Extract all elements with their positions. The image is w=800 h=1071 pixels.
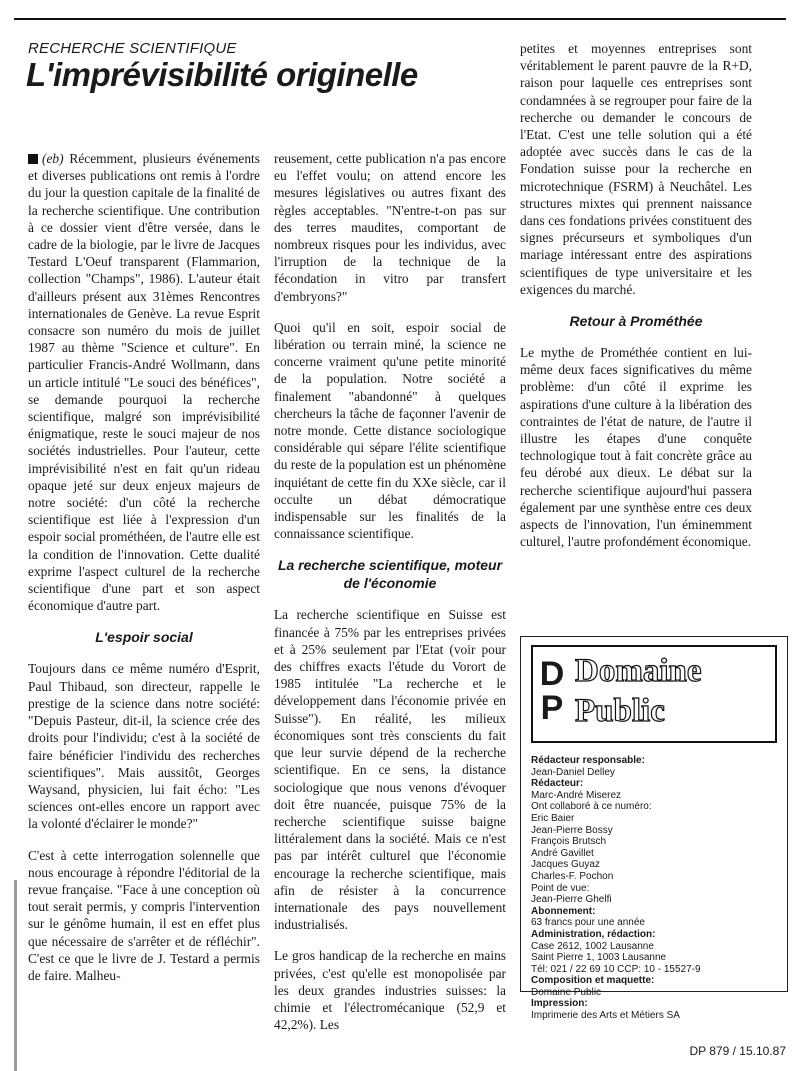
credit-value: Jean-Pierre Ghelfi	[531, 894, 612, 906]
bullet-square-icon	[28, 154, 38, 164]
paragraph-text: Toujours dans ce même numéro d'Esprit, Paul Thibaud, son directeur, rappelle le prestige de la science dans notre société: "Depuis Pasteur, dit-il, la science crée des droits pour l'individu; c'est à la société de faire bénéficier l'individu des recherches scientifiques". Mais aussitôt, Georges Waysand, physicien, lui fait écho: "Les sciences ont-elles encore un rapport avec la volonté d'éclairer le monde?"	[28, 661, 260, 832]
credit-value: Imprimerie des Arts et Métiers SA	[531, 1010, 680, 1022]
logo-letter: D	[539, 655, 565, 693]
credit-label: Rédacteur responsable:	[531, 755, 645, 766]
author-initials: (eb)	[42, 151, 64, 166]
top-rule	[14, 18, 786, 20]
credit-label: Rédacteur:	[531, 778, 584, 790]
masthead-credits	[531, 755, 777, 1022]
credit-value: Point de vue:	[531, 882, 590, 894]
credit-value: Ont collaboré à ce numéro:	[531, 801, 652, 813]
article-title: L'imprévisibilité originelle	[26, 56, 418, 93]
logo-wordmark	[575, 651, 702, 731]
logo-letter: P	[540, 689, 564, 727]
credit-label: Composition et maquette:	[531, 975, 655, 987]
credit-value: Jean-Pierre Bossy	[531, 824, 613, 836]
credit-value: Tél: 021 / 22 69 10 CCP: 10 - 15527-9	[531, 963, 701, 975]
masthead-box	[520, 636, 788, 1022]
paragraph-text: reusement, cette publication n'a pas encore eu l'effet voulu; on attend encore les mesures législatives ou autres fixant des règles acceptables. "N'entre-t-on pas sur des terres maudites, comportant de nombreux risques pour les individus, avec l'irruption de la technique de la fécondation in vitro par transfert d'embryons?"	[274, 151, 506, 304]
section-kicker: RECHERCHE SCIENTIFIQUE	[28, 40, 237, 57]
logo-dp-letters	[539, 657, 565, 725]
credit-value: Domaine Public	[531, 986, 602, 998]
credit-value: François Brutsch	[531, 836, 607, 848]
logo-word-domaine: Domaine	[575, 653, 702, 689]
subheading-recherche-economie: La recherche scientifique, moteur de l'économie	[277, 557, 503, 592]
domaine-public-logo	[531, 645, 777, 743]
logo-word-public: Public	[575, 693, 665, 729]
paragraph-text: Le mythe de Prométhée contient en lui-même deux faces significatives du même problème: d'un côté il exprime les aspirations d'une culture à la libération des contraintes de l'état de nature, de l'autre il illustre les étapes d'une conquête technologique tout à fait concrète grâce au feu dérobé aux dieux. Le débat sur la recherche scientifique aujourd'hui passera également par une synthèse entre ces deux aspects de l'innovation, l'un éminemment culturel, l'autre profondément économique.	[520, 345, 752, 550]
paragraph-intro	[28, 150, 260, 614]
credit-label: Impression:	[531, 998, 588, 1010]
paragraph-text: Récemment, plusieurs événements et diverses publications ont remis à l'ordre du jour la question capitale de la finalité de la recherche scientifique. Une contribution à ce dossier vient d'être versée, dans le cadre de la biologie, par le livre de Jacques Testard L'Oeuf transparent (Flammarion, collection "Champs", 1986). L'auteur était d'ailleurs présent aux 31èmes Rencontres internationales de Genève. La revue Esprit consacre son numéro du mois de juillet 1987 au thème "Science et culture". En particulier Francis-André Wollmann, dans un article intitulé "Le souci des bénéfices", se demande pourquoi la recherche scientifique, malgré son imprévisibilité énigmatique, reste le souci majeur de nos sociétés industrielles. Pour l'auteur, cette imprévisibilité n'est en fait qu'un rideau opaque jeté sur deux enjeux majeurs de notre société: d'un côté la recherche scientifique est liée à l'expression d'un espoir social prométhéen, de l'autre elle est la condition de l'innovation. Cette dualité exprime l'aspect culturel de la recherche scientifique d'une part et son aspect économique d'autre part.	[28, 151, 260, 614]
credit-value: Charles-F. Pochon	[531, 870, 614, 882]
credit-value: Jacques Guyaz	[531, 859, 600, 871]
credit-value: André Gavillet	[531, 847, 594, 859]
page-folio: DP 879 / 15.10.87	[689, 1044, 786, 1058]
column-2	[274, 150, 506, 1047]
column-1	[28, 150, 260, 998]
subheading-espoir-social: L'espoir social	[95, 629, 193, 646]
paragraph-text: Le gros handicap de la recherche en mains privées, c'est qu'elle est monopolisée par les deux grandes industries suisses: la chimie et l'électromécanique (52,9 et 42,2%). Les	[274, 948, 506, 1033]
credit-label: Abonnement:	[531, 905, 596, 917]
credit-value: Saint Pierre 1, 1003 Lausanne	[531, 952, 667, 964]
credit-value: Case 2612, 1002 Lausanne	[531, 940, 654, 952]
paragraph-text: Quoi qu'il en soit, espoir social de libération ou terrain miné, la science ne concerne vraiment qu'une petite minorité de la population. Notre société a finalement "abandonné" à quelques chercheurs la tâche de façonner l'avenir de notre monde. Cette distance sociologique considérable qui sépare l'élite scientifique du reste de la population est un phénomène inquiétant de cette fin du XXe siècle, car il occulte un débat démocratique indispensable sur les finalités de la connaissance scientifique.	[274, 319, 506, 542]
credit-label: Administration, rédaction:	[531, 928, 656, 940]
column-3	[520, 40, 752, 564]
subheading-retour-promethee: Retour à Prométhée	[569, 313, 703, 330]
paragraph-text: C'est à cette interrogation solennelle que nous encourage à répondre l'éditorial de la revue française. "Face à une conception où tout serait permis, y compris l'intervention sur le génôme humain, il est en effet plus que nécessaire de s'arrêter et de réfléchir". C'est ce que le livre de J. Testard a permis de faire. Malheu-	[28, 847, 260, 983]
credit-value: Marc-André Miserez	[531, 789, 622, 801]
credit-value: 63 francs pour une année	[531, 917, 645, 929]
margin-shadow	[14, 880, 17, 1071]
credit-value: Eric Baier	[531, 812, 575, 824]
paragraph-text: La recherche scientifique en Suisse est financée à 75% par les entreprises privées et à 25% seulement par l'Etat (voir pour des chiffres exacts l'étude du Vorort de 1985 intitulée "La recherche et le développement dans l'économie privée en Suisse"). En réalité, les milieux économiques sont très conscients du fait que leur survie dépend de la recherche scientifique. En ce sens, la distance sociologique que nous venons d'évoquer doit être nuancée, puisque 75% de la recherche scientifique suisse baigne littéralement dans la société. Mais ce n'est pas par intérêt culturel que l'économie encourage la recherche scientifique, mais afin de résister à la concurrence internationale des pays nouvellement industrialisés.	[274, 607, 506, 933]
paragraph-text: petites et moyennes entreprises sont véritablement le parent pauvre de la R+D, raison pour laquelle ces entreprises sont condamnées à se regrouper pour faire de la recherche ou demander le concours de l'Etat. C'est une telle solution qui a été adoptée avec succès dans le cas de la Fondation suisse pour la recherche en microtechnique (FSRM) à Neuchâtel. Les structures mixtes qui prennent naissance dans ces fondations privées constituent des signes précurseurs et symboliques d'un mariage intéressant entre des aspirations scientifiques de type universitaire et les exigences du marché.	[520, 41, 752, 297]
credit-value: Jean-Daniel Delley	[531, 766, 615, 778]
